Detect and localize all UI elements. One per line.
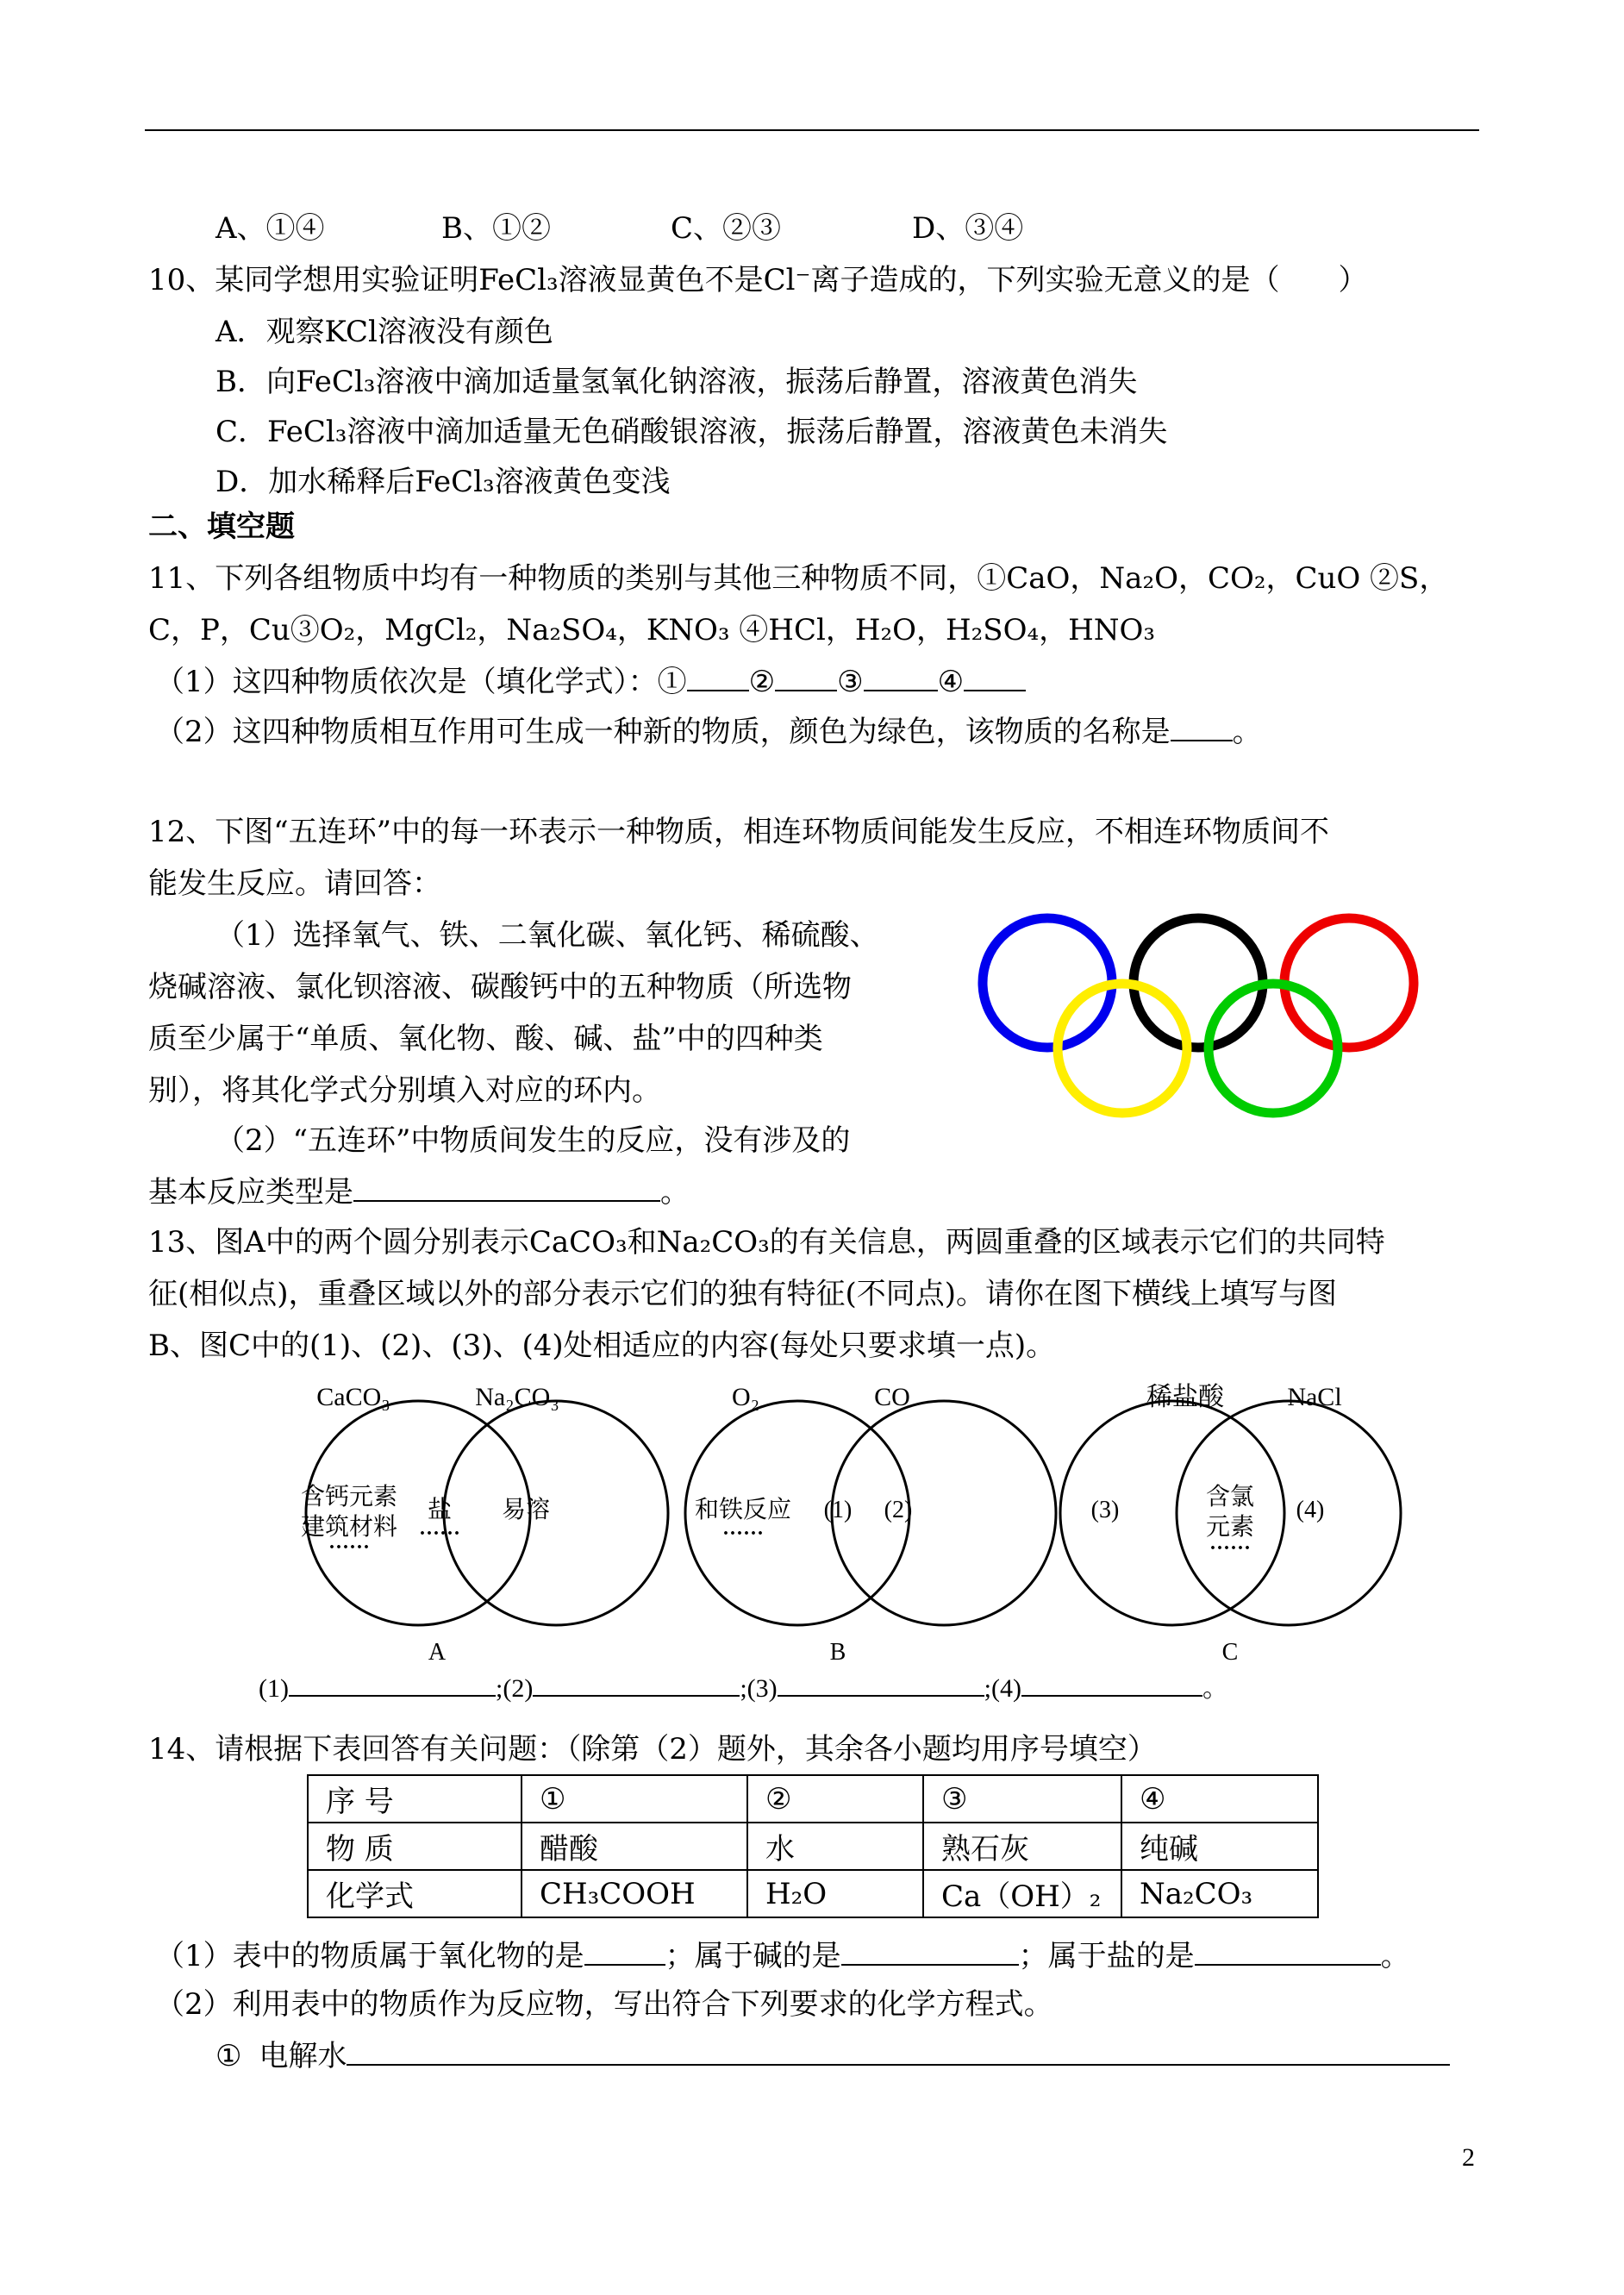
q10-option-d: D．加水稀释后FeCl₃溶液黄色变浅 — [215, 465, 671, 499]
q12-line1: 12、下图“五连环”中的每一环表示一种物质，相连环物质间能发生反应，不相连环物质间不 — [148, 815, 1330, 849]
venn-a-left-text2: 建筑材料 — [300, 1514, 398, 1541]
q12-p2-period: 。 — [660, 1175, 690, 1210]
venn-a-right-title: Na₂CO₃ — [475, 1383, 559, 1411]
q13-sep-1: ; — [495, 1674, 503, 1703]
venn-b-left-title: O₂ — [731, 1383, 760, 1411]
venn-a-label: A — [428, 1639, 447, 1666]
venn-a-mid-dots: ······ — [418, 1523, 461, 1545]
table-cell: ④ — [1121, 1775, 1318, 1823]
venn-a-right-text: 易溶 — [501, 1497, 551, 1523]
table-cell: Na₂CO₃ — [1121, 1870, 1318, 1917]
q9-option-c: C、②③ — [671, 211, 782, 246]
q11-mark2: ② — [748, 665, 776, 699]
q11-sub2-period: 。 — [1232, 715, 1262, 749]
venn-c — [1060, 1383, 1401, 1666]
q11-sub2 — [155, 716, 1262, 747]
q10-option-a: A．观察KCl溶液没有颜色 — [215, 315, 553, 349]
header-rule — [145, 129, 1479, 131]
q12-p1-line1: （1）选择氧气、铁、二氧化碳、氧化钙、稀硫酸、 — [215, 918, 879, 953]
q13-sep-2: ; — [740, 1674, 747, 1703]
venn-c-right-circle — [1177, 1401, 1401, 1625]
q11-mark1: ① — [657, 665, 687, 699]
venn-a-left-title: CaCO₃ — [316, 1383, 390, 1411]
q14-sub1-text-c: ；属于盐的是 — [1018, 1939, 1195, 1973]
table-cell: 熟石灰 — [923, 1823, 1121, 1870]
table-cell: 水 — [747, 1823, 923, 1870]
q12-p1-line4: 别），将其化学式分别填入对应的环内。 — [148, 1073, 661, 1108]
venn-a-left-text1: 含钙元素 — [300, 1484, 398, 1510]
venn-c-right-text: (4) — [1296, 1497, 1325, 1523]
venn-b-left-dots: ······ — [721, 1523, 765, 1545]
venn-a-left-dots: ······ — [328, 1536, 371, 1559]
venn-c-left-title: 稀盐酸 — [1146, 1383, 1224, 1411]
ring-blue — [983, 918, 1112, 1047]
q14-sub1 — [155, 1940, 1410, 1971]
q14-stem: 14、请根据下表回答有关问题：（除第（2）题外，其余各小题均用序号填空） — [148, 1732, 1157, 1767]
q12-p1-line2: 烧碱溶液、氯化钡溶液、碳酸钙中的五种物质（所选物 — [148, 970, 852, 1004]
venn-c-label: C — [1221, 1639, 1239, 1666]
q13-blank-2[interactable] — [533, 1674, 740, 1697]
table-row — [308, 1823, 1318, 1870]
table-cell: 物 质 — [308, 1823, 522, 1870]
q13-line1: 13、图A中的两个圆分别表示CaCO₃和Na₂CO₃的有关信息，两圆重叠的区域表示它们的共同特 — [148, 1225, 1385, 1260]
q10-option-b: B．向FeCl₃溶液中滴加适量氢氧化钠溶液，振荡后静置，溶液黄色消失 — [215, 365, 1138, 399]
q13-line2: 征(相似点)，重叠区域以外的部分表示它们的独有特征(不同点)。请你在图下横线上填写与图 — [148, 1277, 1338, 1311]
table-cell: 纯碱 — [1121, 1823, 1318, 1870]
ring-black — [1134, 918, 1263, 1047]
q13-answer-label-4: (4) — [990, 1674, 1021, 1703]
q13-blank-4[interactable] — [1021, 1674, 1202, 1697]
page-number: 2 — [1462, 2143, 1475, 2172]
q10-option-c: C．FeCl₃溶液中滴加适量无色硝酸银溶液，振荡后静置，溶液黄色未消失 — [215, 415, 1168, 449]
q11-sub2-blank[interactable] — [1171, 716, 1233, 741]
q11-blank1[interactable] — [687, 666, 749, 691]
venn-a-left-circle — [306, 1401, 530, 1625]
venn-c-mid-text2: 元素 — [1205, 1514, 1255, 1541]
q13-answer-label-1: (1) — [259, 1674, 289, 1703]
q14-item1-blank[interactable] — [347, 2040, 1450, 2066]
venn-b-right-circle — [832, 1401, 1056, 1625]
q11-mark3: ③ — [837, 665, 864, 699]
ring-red — [1284, 918, 1414, 1047]
venn-c-right-title: NaCl — [1287, 1383, 1342, 1411]
venn-b-mid-text: (1) — [823, 1497, 853, 1523]
q10-stem: 10、某同学想用实验证明FeCl₃溶液显黄色不是Cl⁻离子造成的，下列实验无意义的是（ ） — [148, 263, 1368, 297]
table-cell: CH₃COOH — [522, 1870, 747, 1917]
table-cell: Ca（OH）₂ — [923, 1870, 1121, 1917]
table-cell: H₂O — [747, 1870, 923, 1917]
q11-blank3[interactable] — [864, 666, 938, 691]
table-cell: 醋酸 — [522, 1823, 747, 1870]
table-cell: 序 号 — [308, 1775, 522, 1823]
venn-a — [301, 1383, 668, 1666]
q12-p2-text: 基本反应类型是 — [148, 1175, 353, 1210]
venn-b-left-text: 和铁反应 — [694, 1497, 792, 1523]
q14-blank-base[interactable] — [841, 1940, 1019, 1966]
venn-b-right-title: CO — [874, 1383, 910, 1411]
q12-p2-blank[interactable] — [353, 1176, 660, 1202]
q13-answer-line — [259, 1674, 1228, 1702]
q14-blank-oxide[interactable] — [584, 1940, 665, 1966]
table-row — [308, 1775, 1318, 1823]
q9-option-b: B、①② — [441, 211, 551, 246]
q11-mark4: ④ — [937, 665, 965, 699]
section-heading: 二、填空题 — [148, 510, 295, 544]
q13-blank-3[interactable] — [778, 1674, 984, 1697]
q9-option-a: A、①④ — [215, 211, 325, 246]
q12-p1-line3: 质至少属于“单质、氧化物、酸、碱、盐”中的四种类 — [148, 1022, 823, 1056]
q11-sub2-text: （2）这四种物质相互作用可生成一种新的物质，颜色为绿色，该物质的名称是 — [155, 715, 1171, 749]
q13-answer-label-2: (2) — [503, 1674, 534, 1703]
q14-sub1-end: 。 — [1380, 1939, 1410, 1973]
q11-blank2[interactable] — [775, 666, 837, 691]
q14-blank-salt[interactable] — [1195, 1940, 1381, 1966]
venn-a-mid-text: 盐 — [427, 1497, 453, 1523]
q14-sub2: （2）利用表中的物质作为反应物，写出符合下列要求的化学方程式。 — [155, 1987, 1053, 2022]
q12-p2-line2 — [148, 1175, 690, 1210]
q14-table — [307, 1774, 1319, 1918]
q13-blank-1[interactable] — [289, 1674, 496, 1697]
venn-c-mid-dots: ······ — [1209, 1537, 1252, 1560]
table-cell: ② — [747, 1775, 923, 1823]
q11-line2: C，P，Cu③O₂，MgCl₂，Na₂SO₄，KNO₃ ④HCl，H₂O，H₂SO₄，HNO₃ — [148, 613, 1155, 647]
venn-b — [685, 1383, 1056, 1666]
venn-figures — [259, 1371, 1405, 1673]
venn-b-right-text: (2) — [884, 1497, 913, 1523]
q11-blank4[interactable] — [964, 666, 1026, 691]
table-cell: ① — [522, 1775, 747, 1823]
venn-c-left-text: (3) — [1090, 1497, 1120, 1523]
venn-c-mid-text1: 含氯 — [1205, 1484, 1255, 1510]
q14-item1-num: ① — [215, 2039, 242, 2073]
q13-answer-label-3: (3) — [746, 1674, 778, 1703]
venn-a-right-circle — [444, 1401, 668, 1625]
q11-sub1 — [155, 666, 1026, 697]
q14-sub1-text-a: （1）表中的物质属于氧化物的是 — [155, 1939, 584, 1973]
q11-sub1-prefix: （1）这四种物质依次是（填化学式）： — [155, 665, 658, 699]
q14-item1-label: 电解水 — [259, 2039, 347, 2073]
q12-line2: 能发生反应。请回答： — [148, 866, 441, 901]
q13-sep-3: ; — [984, 1674, 991, 1703]
ring-yellow — [1058, 984, 1187, 1113]
table-row — [308, 1870, 1318, 1917]
venn-b-label: B — [829, 1639, 846, 1666]
table-cell: ③ — [923, 1775, 1121, 1823]
q13-end: 。 — [1202, 1674, 1228, 1703]
q11-line1: 11、下列各组物质中均有一种物质的类别与其他三种物质不同，①CaO，Na₂O，CO₂，CuO ②S， — [148, 561, 1449, 596]
five-rings-figure — [948, 897, 1431, 1138]
q9-option-d: D、③④ — [912, 211, 1024, 246]
q12-p2-line1: （2）“五连环”中物质间发生的反应，没有涉及的 — [215, 1123, 851, 1158]
ring-green — [1209, 984, 1338, 1113]
table-cell: 化学式 — [308, 1870, 522, 1917]
q13-line3: B、图C中的(1)、(2)、(3)、(4)处相适应的内容(每处只要求填一点)。 — [148, 1329, 1056, 1363]
q14-item1 — [215, 2040, 1450, 2071]
q14-sub1-text-b: ；属于碱的是 — [665, 1939, 841, 1973]
